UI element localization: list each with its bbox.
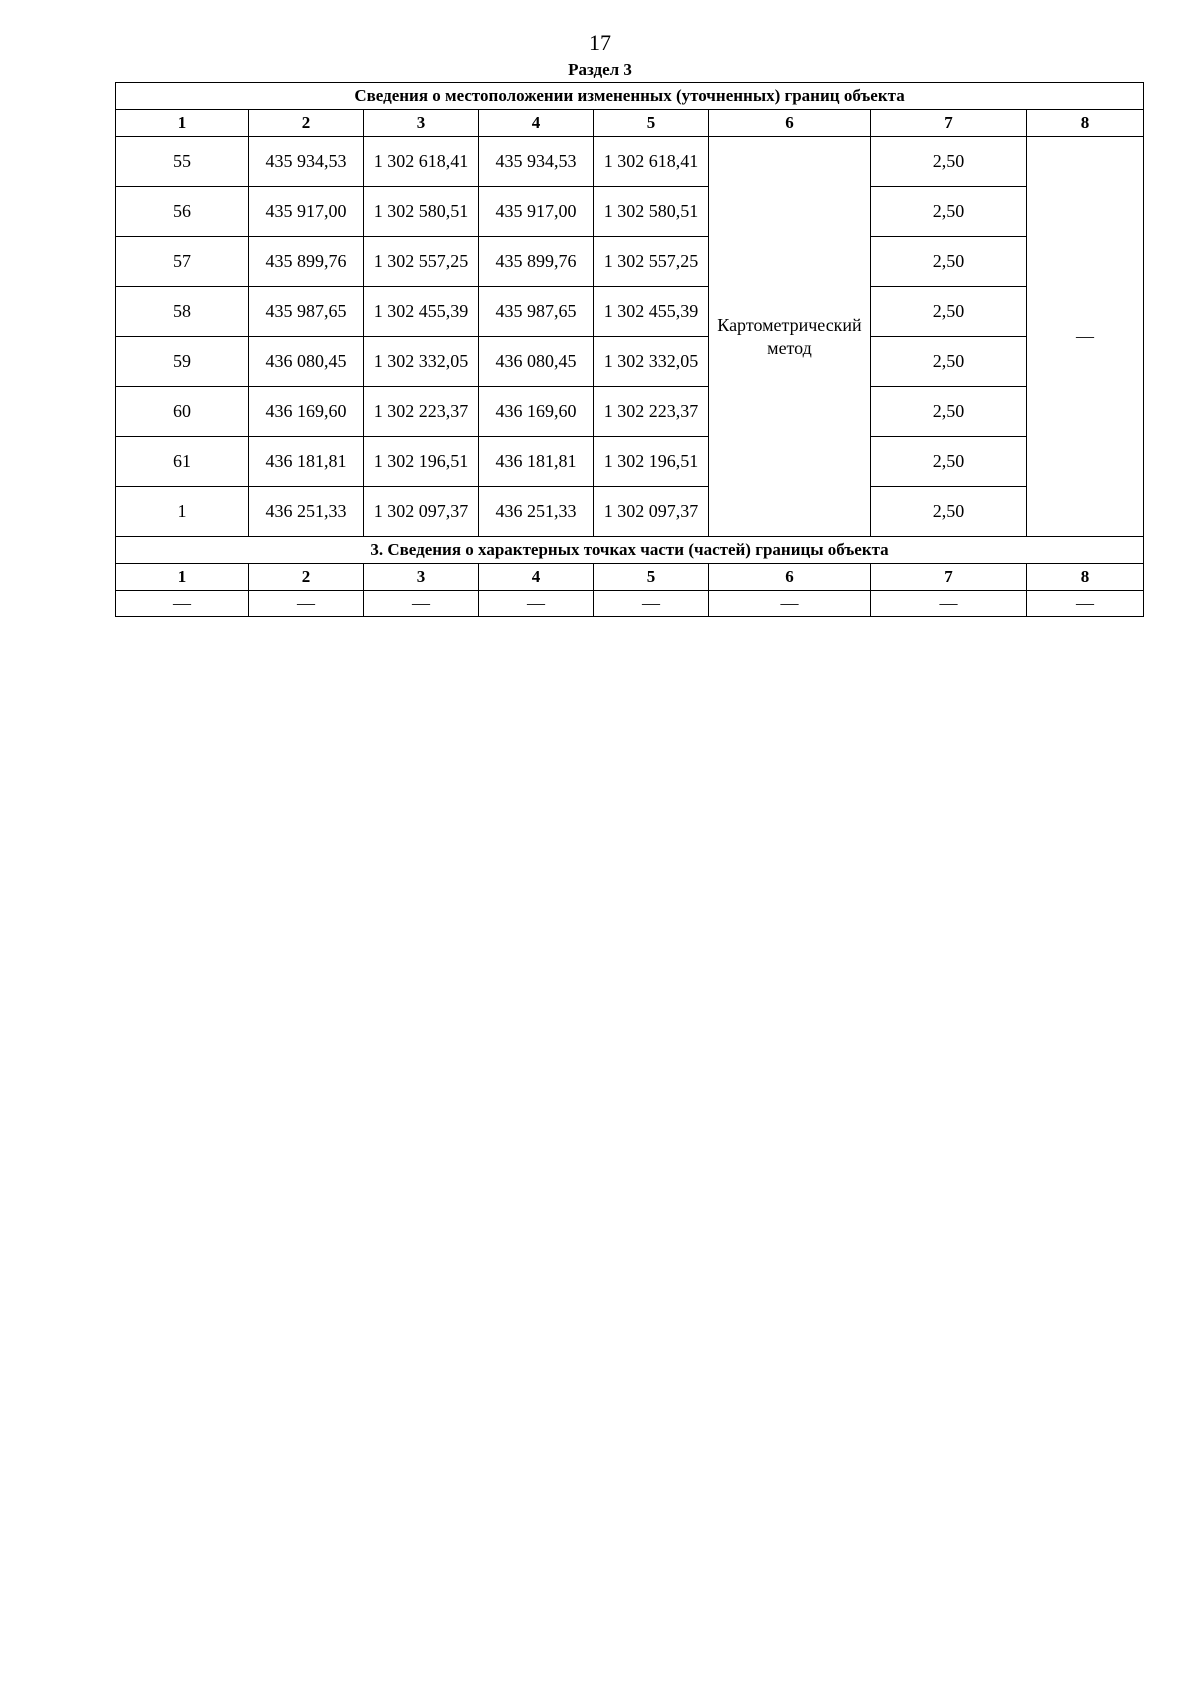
point-number-cell: 55 bbox=[116, 137, 249, 187]
dash-cell: — bbox=[594, 591, 709, 617]
point-number-cell: 60 bbox=[116, 387, 249, 437]
x-old-cell: 435 987,65 bbox=[249, 287, 364, 337]
table-caption-bottom: 3. Сведения о характерных точках части (частей) границы объекта bbox=[116, 537, 1144, 564]
y-old-cell: 1 302 332,05 bbox=[364, 337, 479, 387]
table-row bbox=[116, 487, 1144, 537]
column-number-cell: 5 bbox=[594, 564, 709, 591]
column-number-cell: 8 bbox=[1027, 110, 1144, 137]
x-old-cell: 436 251,33 bbox=[249, 487, 364, 537]
column-number-cell: 6 bbox=[709, 110, 871, 137]
column-number-cell: 4 bbox=[479, 564, 594, 591]
table-row bbox=[116, 437, 1144, 487]
x-old-cell: 436 181,81 bbox=[249, 437, 364, 487]
column-number-cell: 3 bbox=[364, 564, 479, 591]
x-old-cell: 435 934,53 bbox=[249, 137, 364, 187]
y-new-cell: 1 302 618,41 bbox=[594, 137, 709, 187]
y-new-cell: 1 302 196,51 bbox=[594, 437, 709, 487]
dash-cell: — bbox=[479, 591, 594, 617]
accuracy-cell: 2,50 bbox=[871, 337, 1027, 387]
column-number-cell: 7 bbox=[871, 564, 1027, 591]
table-row bbox=[116, 337, 1144, 387]
x-new-cell: 435 987,65 bbox=[479, 287, 594, 337]
point-number-cell: 57 bbox=[116, 237, 249, 287]
point-number-cell: 1 bbox=[116, 487, 249, 537]
column-number-cell: 4 bbox=[479, 110, 594, 137]
point-number-cell: 59 bbox=[116, 337, 249, 387]
page-number: 17 bbox=[589, 30, 611, 55]
table-row bbox=[116, 287, 1144, 337]
y-old-cell: 1 302 097,37 bbox=[364, 487, 479, 537]
table-row bbox=[116, 591, 1144, 617]
y-new-cell: 1 302 097,37 bbox=[594, 487, 709, 537]
table-row bbox=[116, 387, 1144, 437]
dash-cell: — bbox=[1027, 591, 1144, 617]
section-label: Раздел 3 bbox=[568, 60, 632, 79]
y-old-cell: 1 302 557,25 bbox=[364, 237, 479, 287]
column-number-cell: 3 bbox=[364, 110, 479, 137]
dash-cell: — bbox=[249, 591, 364, 617]
x-old-cell: 435 917,00 bbox=[249, 187, 364, 237]
x-old-cell: 435 899,76 bbox=[249, 237, 364, 287]
dash-cell: — bbox=[871, 591, 1027, 617]
y-new-cell: 1 302 223,37 bbox=[594, 387, 709, 437]
column-number-cell: 1 bbox=[116, 564, 249, 591]
column-number-cell: 7 bbox=[871, 110, 1027, 137]
x-new-cell: 436 181,81 bbox=[479, 437, 594, 487]
table-row bbox=[116, 187, 1144, 237]
x-new-cell: 435 917,00 bbox=[479, 187, 594, 237]
y-old-cell: 1 302 455,39 bbox=[364, 287, 479, 337]
accuracy-cell: 2,50 bbox=[871, 437, 1027, 487]
accuracy-cell: 2,50 bbox=[871, 137, 1027, 187]
col8-dash-cell: — bbox=[1027, 137, 1144, 537]
dash-cell: — bbox=[364, 591, 479, 617]
y-old-cell: 1 302 196,51 bbox=[364, 437, 479, 487]
x-new-cell: 435 934,53 bbox=[479, 137, 594, 187]
accuracy-cell: 2,50 bbox=[871, 487, 1027, 537]
point-number-cell: 58 bbox=[116, 287, 249, 337]
x-old-cell: 436 080,45 bbox=[249, 337, 364, 387]
method-cell: Картометрический метод bbox=[709, 137, 871, 537]
x-new-cell: 436 080,45 bbox=[479, 337, 594, 387]
y-new-cell: 1 302 580,51 bbox=[594, 187, 709, 237]
column-number-cell: 1 bbox=[116, 110, 249, 137]
boundary-table bbox=[115, 82, 1144, 617]
point-number-cell: 61 bbox=[116, 437, 249, 487]
x-new-cell: 436 169,60 bbox=[479, 387, 594, 437]
y-old-cell: 1 302 618,41 bbox=[364, 137, 479, 187]
y-new-cell: 1 302 557,25 bbox=[594, 237, 709, 287]
y-old-cell: 1 302 580,51 bbox=[364, 187, 479, 237]
x-old-cell: 436 169,60 bbox=[249, 387, 364, 437]
table-row bbox=[116, 237, 1144, 287]
column-number-cell: 2 bbox=[249, 110, 364, 137]
x-new-cell: 435 899,76 bbox=[479, 237, 594, 287]
column-number-cell: 8 bbox=[1027, 564, 1144, 591]
table-caption-top: Сведения о местоположении измененных (уточненных) границ объекта bbox=[116, 83, 1144, 110]
dash-cell: — bbox=[116, 591, 249, 617]
column-number-cell: 5 bbox=[594, 110, 709, 137]
y-old-cell: 1 302 223,37 bbox=[364, 387, 479, 437]
table-row bbox=[116, 137, 1144, 187]
accuracy-cell: 2,50 bbox=[871, 237, 1027, 287]
point-number-cell: 56 bbox=[116, 187, 249, 237]
y-new-cell: 1 302 455,39 bbox=[594, 287, 709, 337]
accuracy-cell: 2,50 bbox=[871, 387, 1027, 437]
dash-cell: — bbox=[709, 591, 871, 617]
x-new-cell: 436 251,33 bbox=[479, 487, 594, 537]
accuracy-cell: 2,50 bbox=[871, 187, 1027, 237]
column-number-cell: 2 bbox=[249, 564, 364, 591]
accuracy-cell: 2,50 bbox=[871, 287, 1027, 337]
column-number-cell: 6 bbox=[709, 564, 871, 591]
y-new-cell: 1 302 332,05 bbox=[594, 337, 709, 387]
